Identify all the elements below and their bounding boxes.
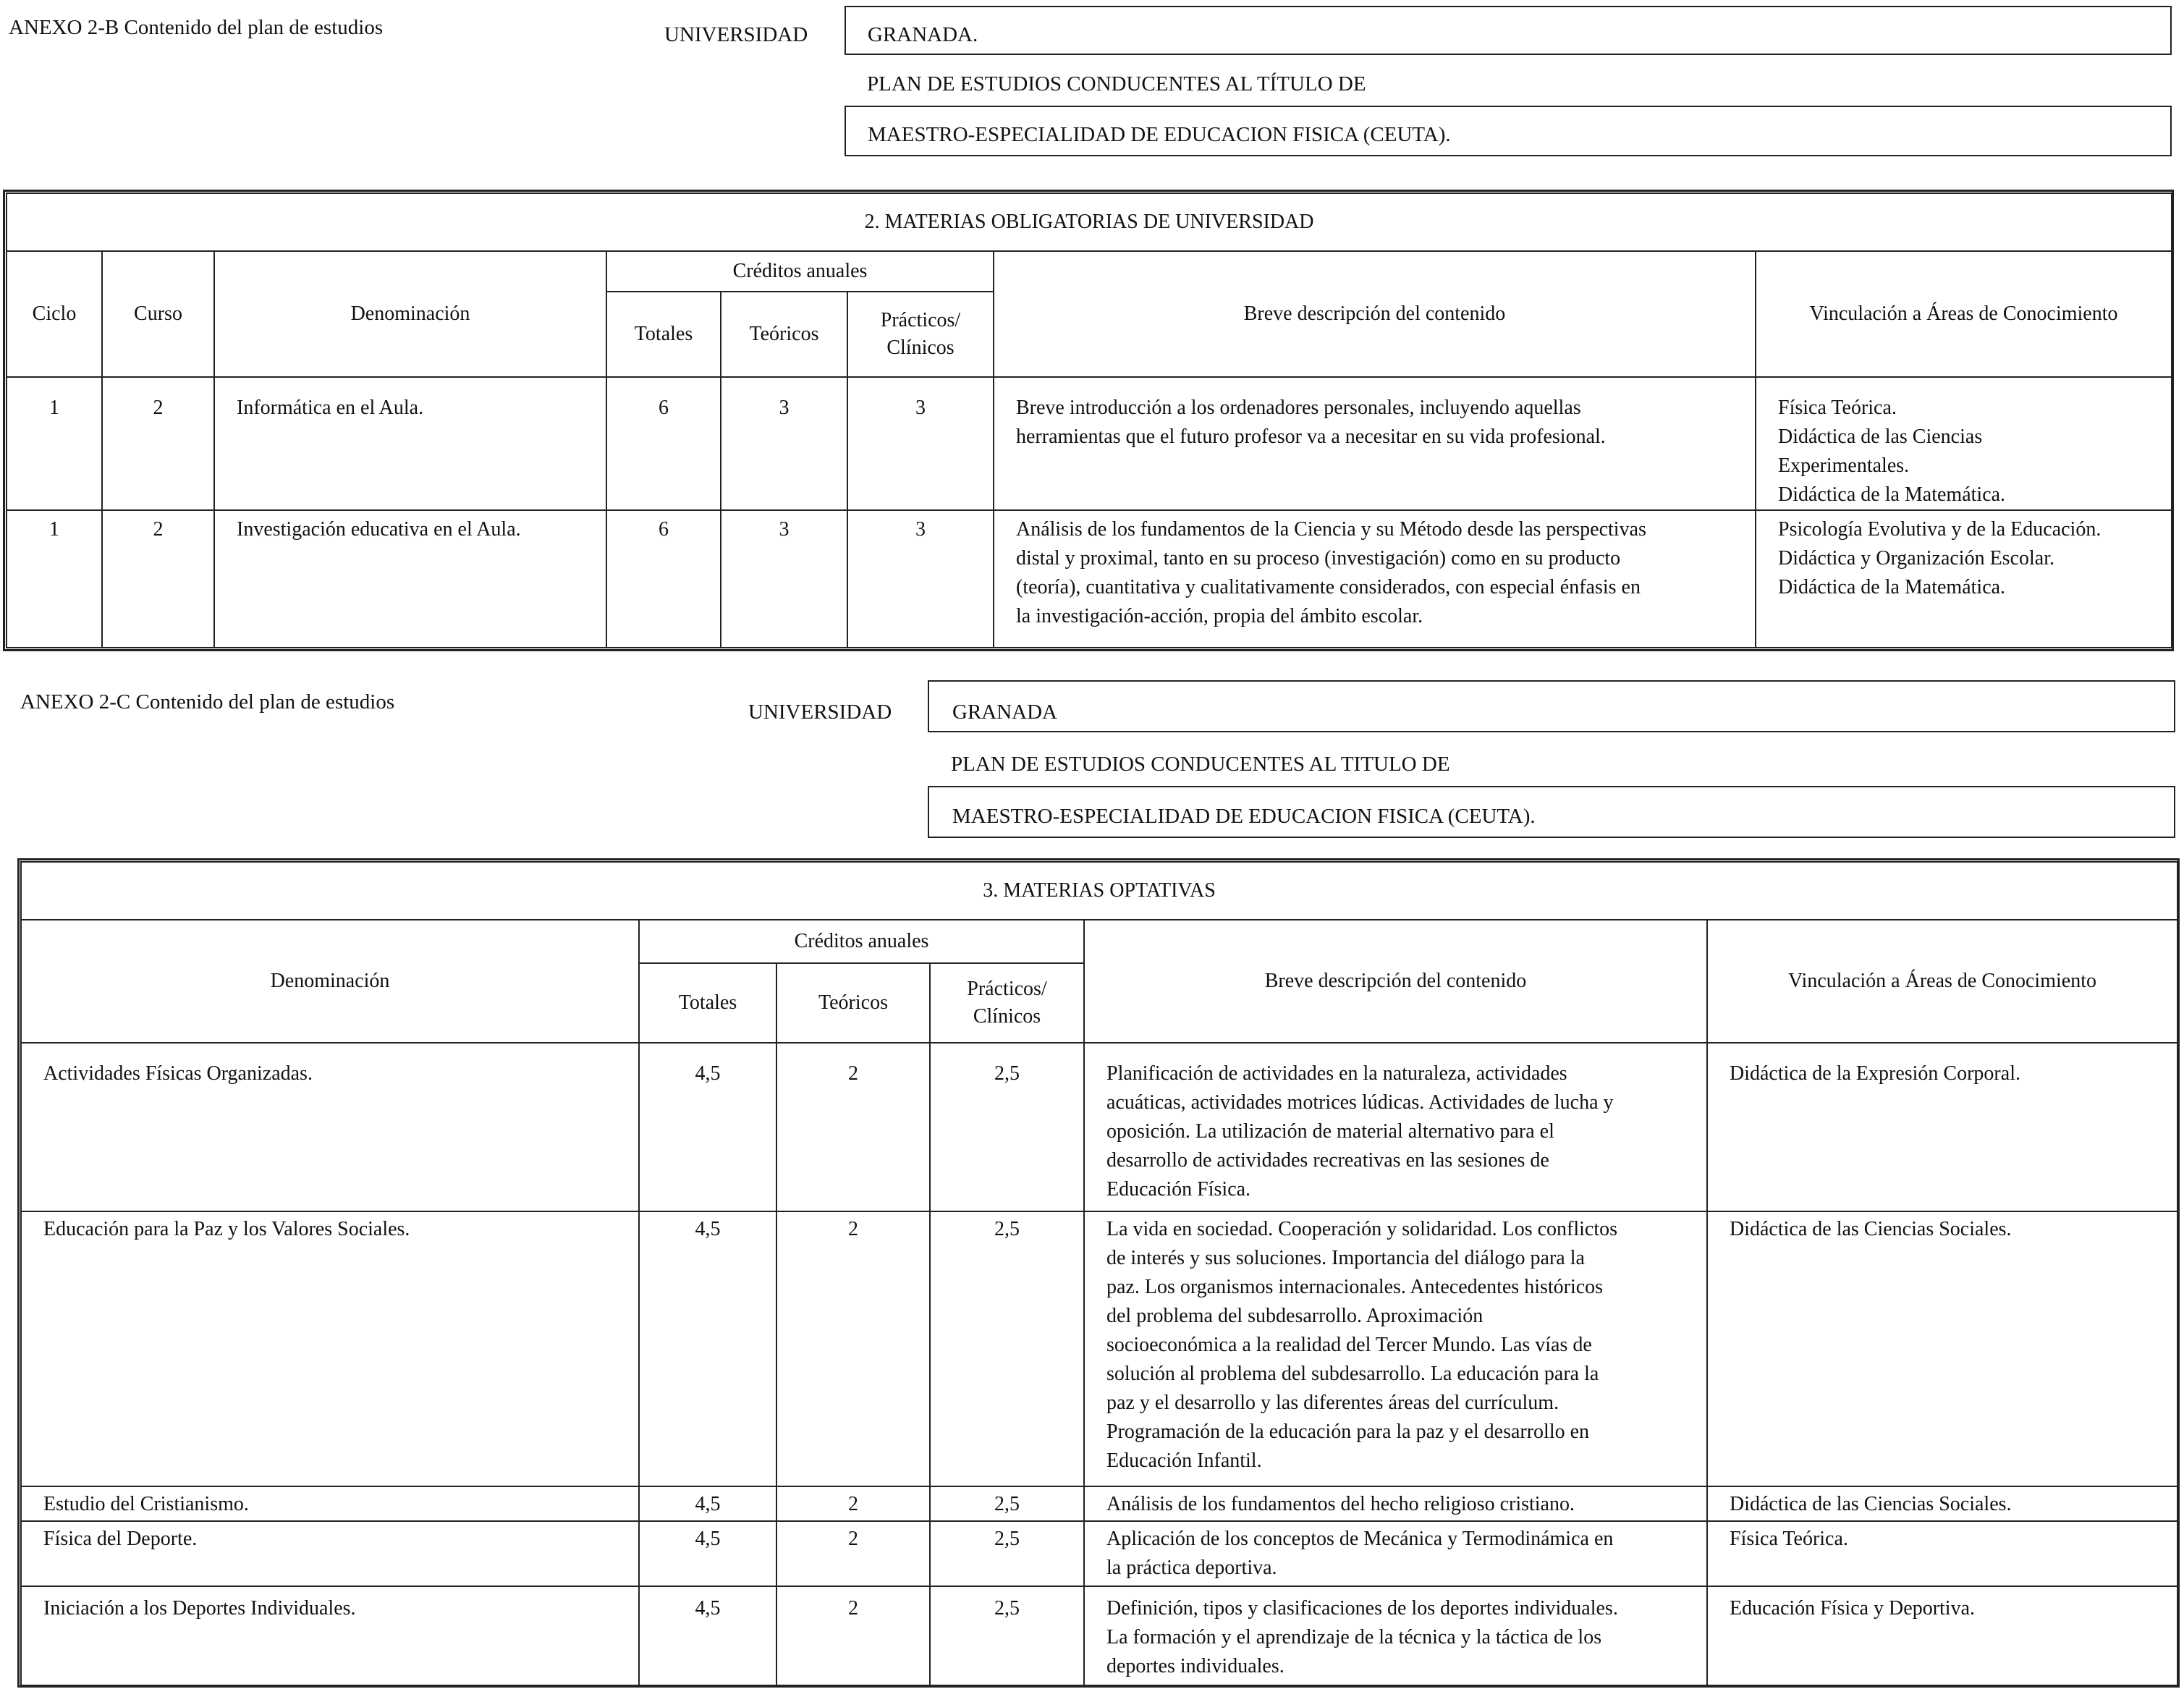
col-teoricos: Teóricos [776,963,930,1043]
col-creditos-anuales: Créditos anuales [639,920,1084,963]
table-row [7,510,2172,648]
col-teoricos: Teóricos [721,292,847,377]
col-denominacion: Denominación [21,920,639,1043]
university-box [928,680,2175,732]
col-descripcion: Breve descripción del contenido [994,251,1756,377]
cell-teoricos: 2 [776,1586,930,1685]
cell-vinculacion: Didáctica de las Ciencias Sociales. [1707,1211,2177,1487]
cell-curso: 2 [102,377,214,510]
col-curso: Curso [102,251,214,377]
annex-c-label: ANEXO 2-C Contenido del plan de estudios [20,690,395,714]
cell-denominacion: Actividades Físicas Organizadas. [21,1043,639,1211]
degree-title-value: MAESTRO-ESPECIALIDAD DE EDUCACION FISICA (CEUTA). [952,805,1536,828]
table-row [21,1211,2177,1487]
plan-label: PLAN DE ESTUDIOS CONDUCENTES AL TÍTULO DE [867,72,1366,96]
cell-practicos: 2,5 [930,1486,1084,1521]
col-totales: Totales [606,292,721,377]
table-row [7,377,2172,510]
cell-descripcion: Análisis de los fundamentos del hecho religioso cristiano. [1084,1486,1707,1521]
col-vinculacion: Vinculación a Áreas de Conocimiento [1756,251,2172,377]
cell-denominacion: Educación para la Paz y los Valores Sociales. [21,1211,639,1487]
cell-ciclo: 1 [7,377,102,510]
university-box [845,6,2172,55]
plan-label: PLAN DE ESTUDIOS CONDUCENTES AL TITULO DE [951,753,1450,776]
cell-practicos: 2,5 [930,1586,1084,1685]
optional-table-title: 3. MATERIAS OPTATIVAS [21,862,2177,920]
cell-practicos: 2,5 [930,1521,1084,1586]
cell-denominacion: Estudio del Cristianismo. [21,1486,639,1521]
university-value: GRANADA [952,700,1057,724]
col-denominacion: Denominación [214,251,606,377]
cell-descripcion: Definición, tipos y clasificaciones de los deportes individuales. La formación y el aprendizaje de la técnica y la táctica de los deportes individuales. [1084,1586,1707,1685]
cell-descripcion: Planificación de actividades en la naturaleza, actividades acuáticas, actividades motrices lúdicas. Actividades de lucha y oposición. La utilización de material alternativo para el desarrollo de actividades recreativas en las sesiones de Educación Física. [1084,1043,1707,1211]
annex-b-label: ANEXO 2-B Contenido del plan de estudios [9,16,384,39]
cell-teoricos: 2 [776,1043,930,1211]
cell-curso: 2 [102,510,214,648]
col-vinculacion: Vinculación a Áreas de Conocimiento [1707,920,2177,1043]
cell-denominacion: Investigación educativa en el Aula. [214,510,606,648]
cell-vinculacion: Didáctica de la Expresión Corporal. [1707,1043,2177,1211]
cell-vinculacion: Física Teórica. Didáctica de las Ciencias Experimentales. Didáctica de la Matemática. [1756,377,2172,510]
university-label: UNIVERSIDAD [748,700,892,724]
cell-descripcion: Aplicación de los conceptos de Mecánica y Termodinámica en la práctica deportiva. [1084,1521,1707,1586]
table-row [21,1586,2177,1685]
col-ciclo: Ciclo [7,251,102,377]
col-practicos: Prácticos/ Clínicos [930,963,1084,1043]
cell-teoricos: 2 [776,1521,930,1586]
mandatory-table-title: 2. MATERIAS OBLIGATORIAS DE UNIVERSIDAD [7,193,2172,251]
cell-ciclo: 1 [7,510,102,648]
cell-totales: 6 [606,510,721,648]
degree-title-box [845,106,2172,156]
university-label: UNIVERSIDAD [664,23,808,46]
cell-totales: 4,5 [639,1211,776,1487]
cell-totales: 6 [606,377,721,510]
degree-title-value: MAESTRO-ESPECIALIDAD DE EDUCACION FISICA (CEUTA). [868,123,1451,146]
university-value: GRANADA. [868,23,978,46]
cell-denominacion: Informática en el Aula. [214,377,606,510]
cell-denominacion: Física del Deporte. [21,1521,639,1586]
cell-descripcion: Breve introducción a los ordenadores personales, incluyendo aquellas herramientas que el futuro profesor va a necesitar en su vida profesional. [994,377,1756,510]
cell-descripcion: Análisis de los fundamentos de la Ciencia y su Método desde las perspectivas distal y proximal, tanto en su proceso (investigación) como en su producto (teoría), cuantitativa y cualitativamente considerados, con especial énfasis en la investigación-acción, propia del ámbito escolar. [994,510,1756,648]
cell-vinculacion: Psicología Evolutiva y de la Educación. Didáctica y Organización Escolar. Didáctica de la Matemática. [1756,510,2172,648]
col-practicos: Prácticos/ Clínicos [847,292,994,377]
cell-practicos: 3 [847,377,994,510]
cell-teoricos: 2 [776,1211,930,1487]
cell-teoricos: 3 [721,377,847,510]
cell-descripcion: La vida en sociedad. Cooperación y solidaridad. Los conflictos de interés y sus soluciones. Importancia del diálogo para la paz. Los organismos internacionales. Antecedentes históricos del problema del subdesarrollo. Aproximación socioeconómica a la realidad del Tercer Mundo. Las vías de solución al problema del subdesarrollo. La educación para la paz y el desarrollo y las diferentes áreas del currículum. Programación de la educación para la paz y el desarrollo en Educación Infantil. [1084,1211,1707,1487]
col-descripcion: Breve descripción del contenido [1084,920,1707,1043]
table-row [21,1486,2177,1521]
degree-title-box [928,786,2175,838]
col-creditos-anuales: Créditos anuales [606,251,994,292]
cell-totales: 4,5 [639,1521,776,1586]
cell-teoricos: 3 [721,510,847,648]
table-row [21,1521,2177,1586]
cell-teoricos: 2 [776,1486,930,1521]
mandatory-subjects-table [6,192,2172,648]
cell-practicos: 2,5 [930,1043,1084,1211]
cell-practicos: 2,5 [930,1211,1084,1487]
optional-subjects-table [20,861,2178,1686]
cell-denominacion: Iniciación a los Deportes Individuales. [21,1586,639,1685]
cell-totales: 4,5 [639,1486,776,1521]
table-row [21,1043,2177,1211]
col-totales: Totales [639,963,776,1043]
cell-practicos: 3 [847,510,994,648]
cell-vinculacion: Didáctica de las Ciencias Sociales. [1707,1486,2177,1521]
cell-totales: 4,5 [639,1586,776,1685]
cell-totales: 4,5 [639,1043,776,1211]
cell-vinculacion: Educación Física y Deportiva. [1707,1586,2177,1685]
cell-vinculacion: Física Teórica. [1707,1521,2177,1586]
